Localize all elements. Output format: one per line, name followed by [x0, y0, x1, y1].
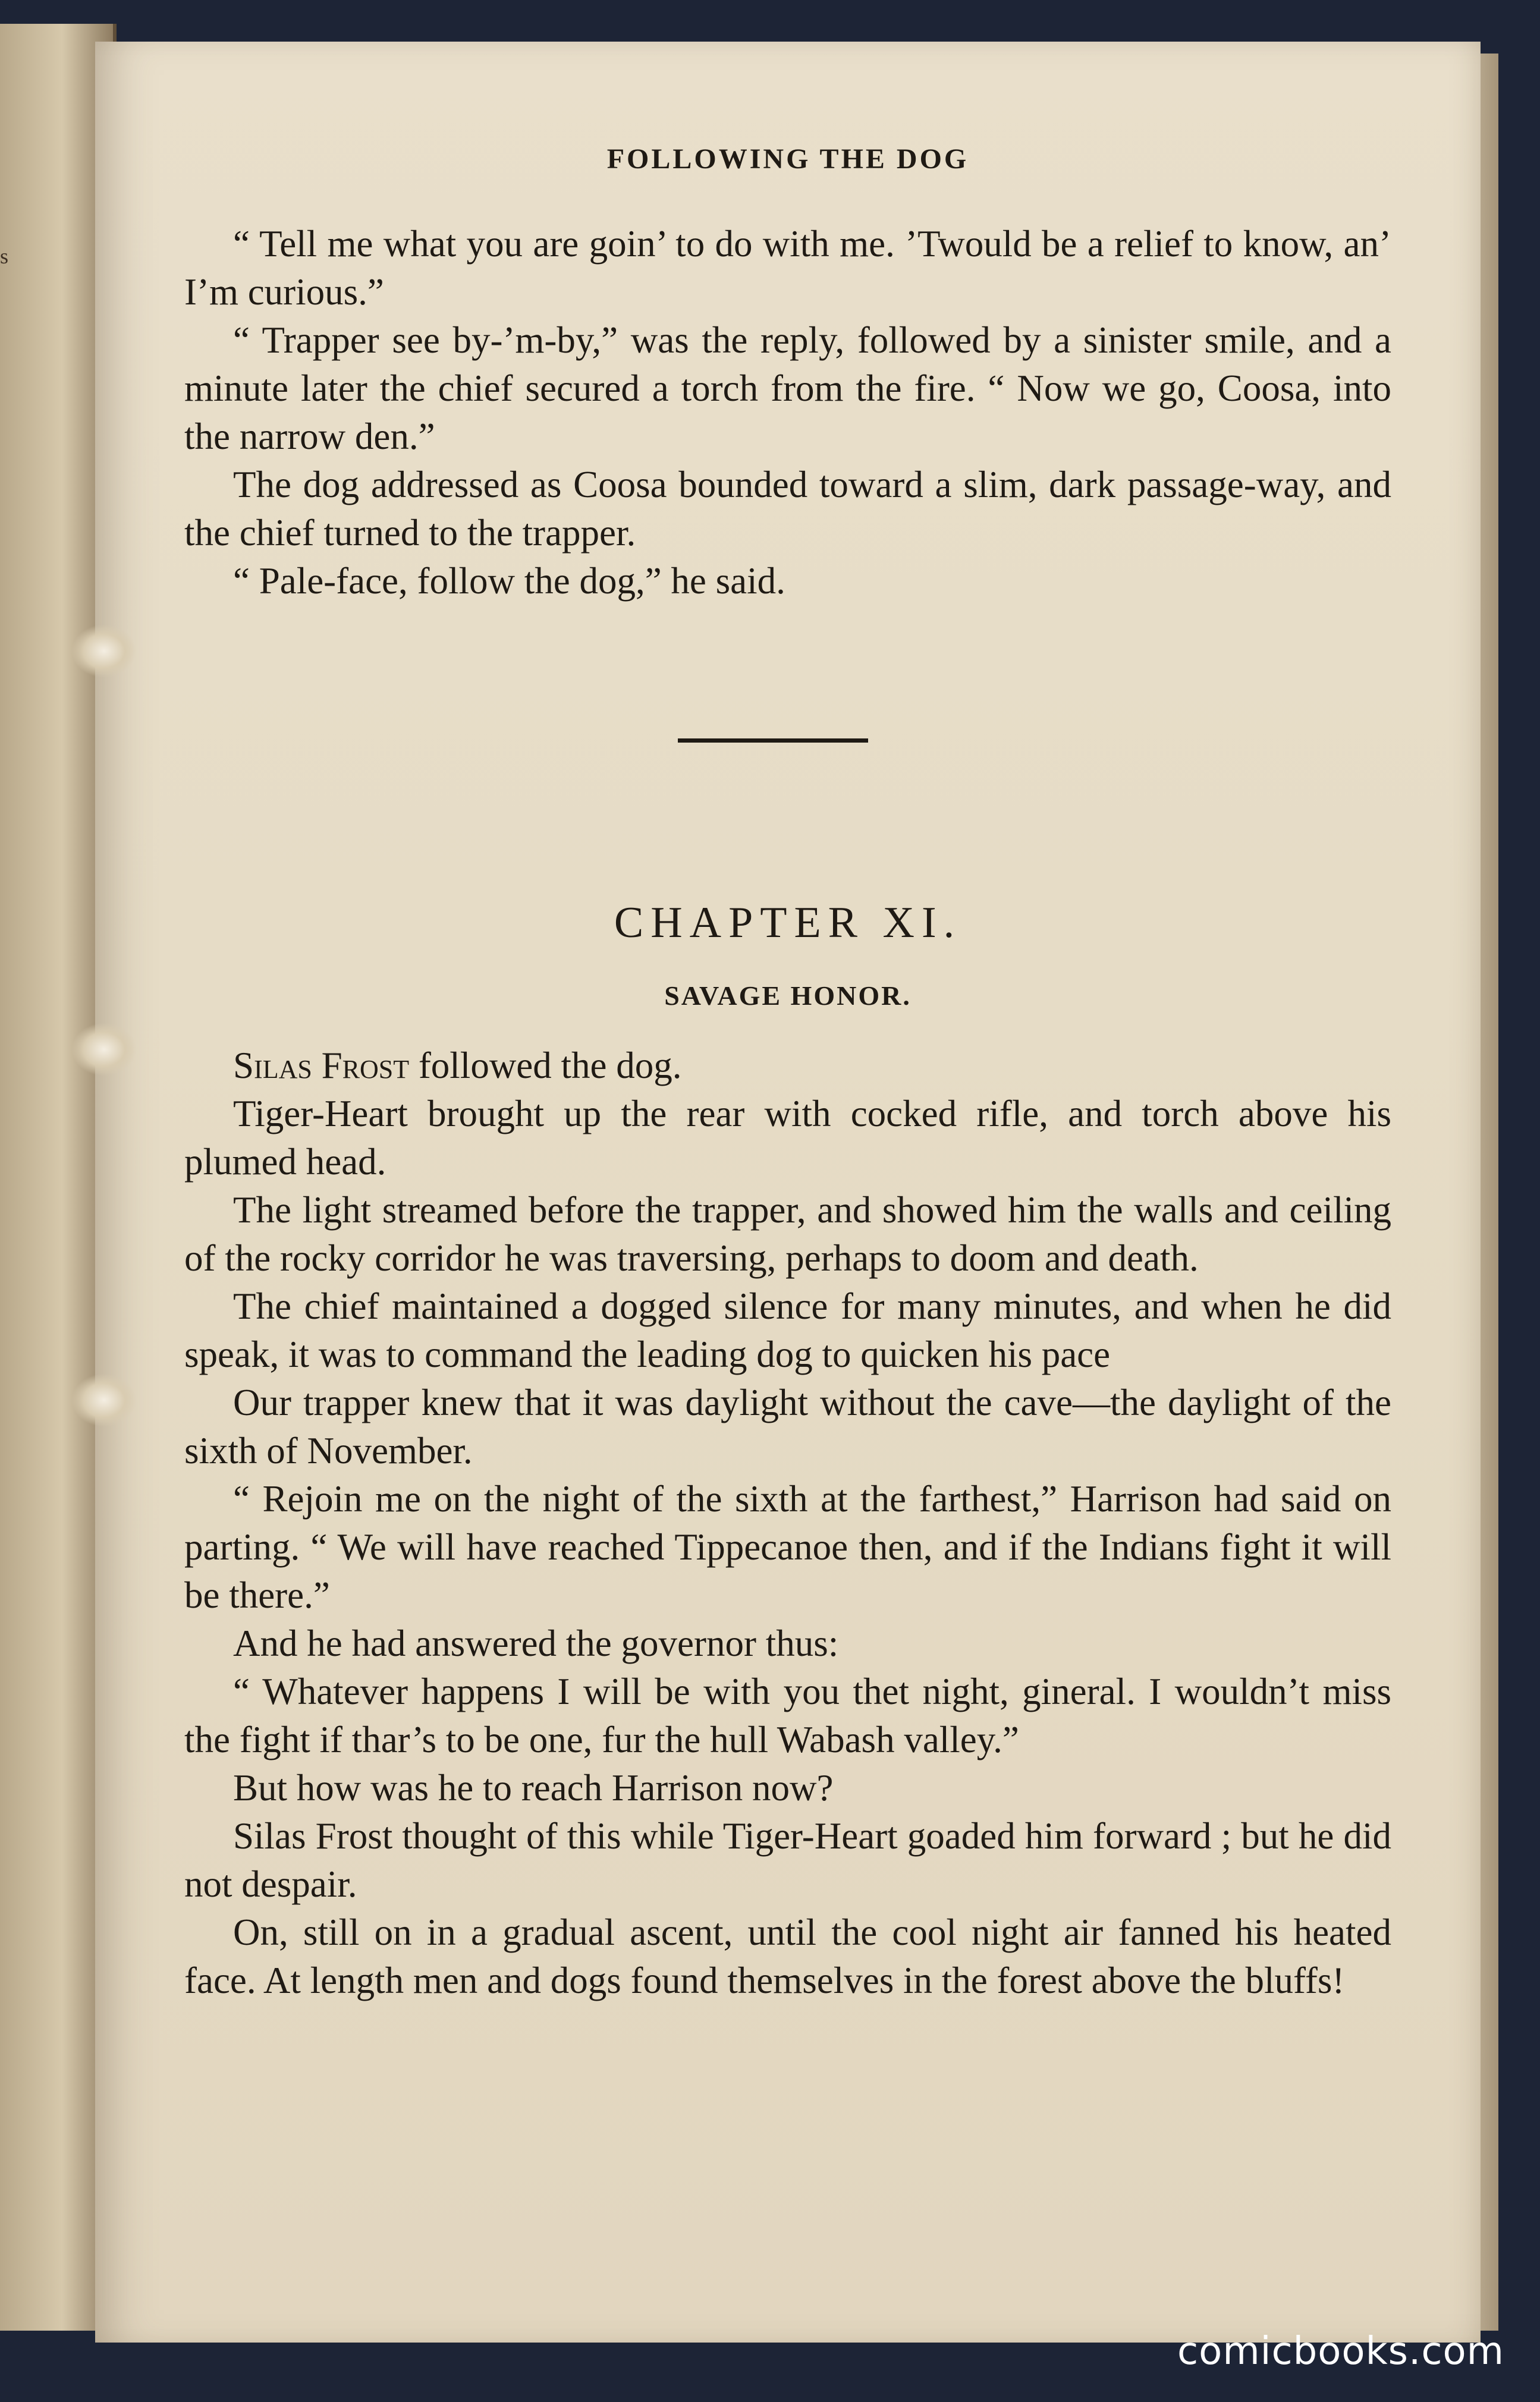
paragraph: But how was he to reach Harrison now?	[233, 1767, 834, 1809]
running-head: FOLLOWING THE DOG	[606, 143, 969, 175]
paragraph: “ Rejoin me on the night of the sixth at the farthest,” Harrison had said on parting. “ We will have reached Tippecanoe then, and if the Indians fight it will be there.”	[184, 1478, 1391, 1616]
chapter-title: CHAPTER XI.	[614, 898, 962, 947]
section-divider	[678, 738, 868, 743]
paragraph: The dog addressed as Coosa bounded toward a slim, dark passage-way, and the chief turned to the trapper.	[184, 464, 1391, 554]
top-text-block	[184, 220, 1391, 605]
facing-page-fragment: s	[0, 244, 9, 268]
opening-paragraph	[184, 1042, 1391, 1090]
paragraph: Tiger-Heart brought up the rear with cocked rifle, and torch above his plumed head.	[184, 1093, 1391, 1183]
paragraph: “ Whatever happens I will be with you thet night, gineral. I wouldn’t miss the fight if thar’s to be one, fur the hull Wabash valley.”	[184, 1671, 1391, 1760]
paragraph: Silas Frost thought of this while Tiger-Heart goaded him forward ; but he did not despair.	[184, 1815, 1391, 1905]
paragraph: On, still on in a gradual ascent, until the cool night air fanned his heated face. At length men and dogs found themselves in the forest above the bluffs!	[184, 1911, 1391, 2001]
binding-stitch-hole	[71, 624, 137, 678]
binding-stitch-hole	[71, 1373, 137, 1427]
paragraph: Our trapper knew that it was daylight without the cave—the daylight of the sixth of November.	[184, 1382, 1391, 1472]
paragraph: “ Trapper see by-’m-by,” was the reply, followed by a sinister smile, and a minute later the chief secured a torch from the fire. “ Now we go, Coosa, into the narrow den.”	[184, 319, 1391, 457]
paragraph: And he had answered the governor thus:	[233, 1623, 839, 1664]
paragraph: The light streamed before the trapper, and showed him the walls and ceiling of the rocky corridor he was traversing, perhaps to doom and death.	[184, 1189, 1391, 1279]
watermark-logo: comicbooks.com	[1177, 2329, 1504, 2373]
paragraph: “ Tell me what you are goin’ to do with me. ’Twould be a relief to know, an’ I’m curious.”	[184, 223, 1391, 313]
book-page	[95, 42, 1481, 2343]
paragraph: “ Pale-face, follow the dog,” he said.	[233, 560, 785, 602]
chapter-subtitle: SAVAGE HONOR.	[664, 980, 912, 1011]
paragraph: The chief maintained a dogged silence for many minutes, and when he did speak, it was to command the leading dog to quicken his pace	[184, 1285, 1391, 1375]
opening-text: followed the dog.	[409, 1045, 682, 1086]
chapter-text-block	[184, 1042, 1391, 2005]
binding-stitch-hole	[71, 1023, 137, 1076]
character-name: Silas Frost	[233, 1045, 410, 1086]
